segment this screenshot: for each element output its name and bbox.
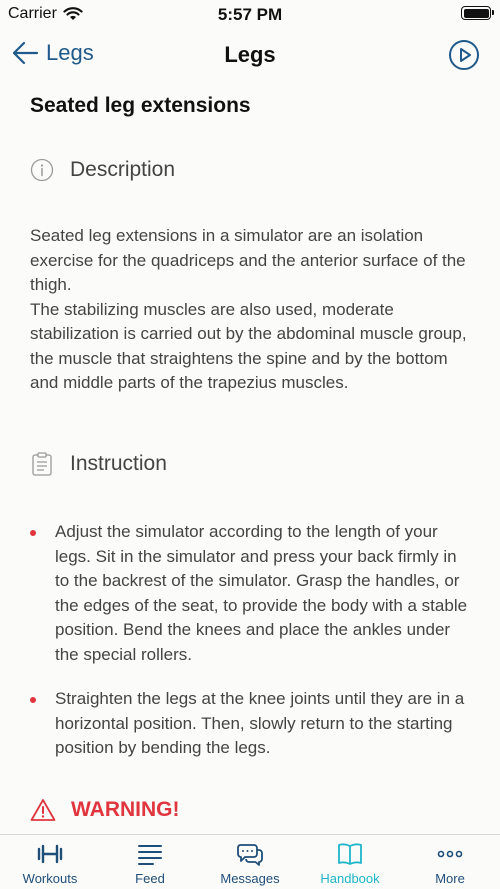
dumbbell-icon [36,841,64,867]
exercise-content[interactable] [0,80,500,834]
description-paragraph: Seated leg extensions in a simulator are an isolation exercise for the quadriceps and the anterior surface of the thigh. The stabilizing muscles are also used, moderate stabilization is carried out by the abdominal muscle group, the muscle that straightens the spine and by the bottom and middle parts of the trapezius muscles. [30,226,467,392]
status-time: 5:57 PM [217,5,283,24]
clipboard-icon [30,451,54,477]
more-icon [436,841,464,867]
navigation-bar [0,30,500,80]
chat-icon [236,841,264,867]
book-icon [336,841,364,867]
instruction-step [30,687,475,761]
bullet-icon [30,697,36,703]
instruction-step [30,520,475,667]
tab-label-workouts: Workouts [22,871,78,886]
description-header [30,158,175,182]
tab-feed[interactable] [100,835,200,889]
instruction-heading: Instruction [70,452,167,475]
tab-label-feed: Feed [135,871,165,886]
bullet-icon [30,530,36,536]
tab-handbook[interactable] [300,835,400,889]
play-button[interactable] [448,39,480,76]
tab-label-more: More [435,871,465,886]
info-icon [30,158,54,182]
exercise-title: Seated leg extensions [30,94,251,117]
warning-header [30,798,180,822]
tab-bar [0,834,500,889]
description-text [30,224,475,396]
instruction-step-text: Straighten the legs at the knee joints until they are in a horizontal position. Then, slowly return to the starting position by bending the legs. [55,689,465,757]
warning-icon [30,798,56,822]
instruction-list [30,520,475,781]
tab-messages[interactable] [200,835,300,889]
tab-workouts[interactable] [0,835,100,889]
tab-label-handbook: Handbook [320,871,380,886]
instruction-step-text: Adjust the simulator according to the length of your legs. Sit in the simulator and press your back firmly in to the backrest of the simulator. Grasp the handles, or the edges of the seat, to provide the body with a stable position. Bend the knees and place the ankles under the special rollers. [55,522,468,664]
carrier-label: Carrier [8,5,57,22]
warning-heading: WARNING! [71,798,180,821]
back-label: Legs [46,40,94,65]
description-heading: Description [70,158,176,181]
page-title: Legs [224,42,276,67]
play-icon [448,39,480,71]
tab-label-messages: Messages [220,871,280,886]
list-icon [137,841,163,867]
tab-more[interactable] [400,835,500,889]
instruction-header [30,451,167,477]
battery-icon [461,6,491,20]
status-bar [0,0,500,30]
